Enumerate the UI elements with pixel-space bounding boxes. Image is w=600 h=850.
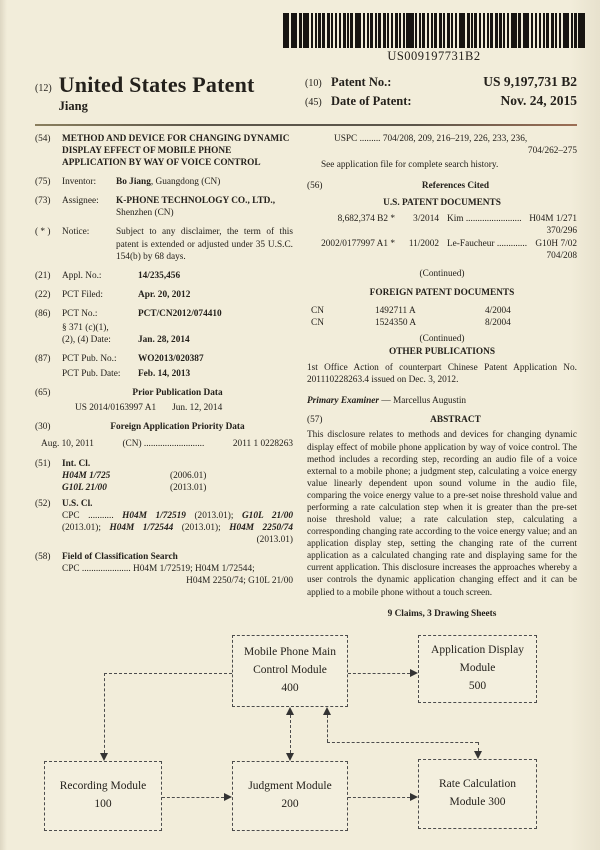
prior-tag: (65) (35, 388, 51, 399)
intcl-heading-row (35, 458, 293, 470)
module-number: 100 (94, 798, 112, 810)
barcode-number: US009197731B2 (387, 49, 481, 63)
other-pubs-text: 1st Office Action of counterpart Chinese Patent Application No. 201110228263.4 issued on Dec. 3, 2012. (307, 363, 577, 386)
notice-section (35, 226, 293, 262)
title-section (35, 133, 293, 169)
pub-date-spacer (35, 368, 62, 380)
pub-no-row (35, 353, 293, 365)
connector-400-300 (327, 742, 478, 743)
inventor-surname: Jiang (58, 99, 88, 113)
page-title: United States Patent (58, 72, 255, 97)
continued-note: (Continued) (419, 268, 465, 279)
intcl-year: (2006.01) (170, 470, 207, 481)
doc-date: 11/2002 (408, 238, 439, 249)
invention-title: METHOD AND DEVICE FOR CHANGING DYNAMIC DISPLAY EFFECT OF MOBILE PHONE APPLICATION BY WAY OF VOICE CONTROL (62, 134, 290, 169)
header-left (35, 74, 255, 114)
foreign-tag: (30) (35, 422, 51, 433)
pct-filed-label: PCT Filed: (62, 289, 103, 300)
figure-block-diagram (0, 633, 600, 850)
assignee-rest: Shenzhen (CN) (116, 208, 174, 219)
arrowhead-down-icon (100, 753, 108, 761)
other-pubs-heading: OTHER PUBLICATIONS (389, 347, 495, 358)
barcode (283, 13, 585, 64)
foreign-heading: Foreign Application Priority Data (110, 422, 245, 433)
appl-label: Appl. No.: (62, 270, 102, 281)
kind-code-tag: (12) (35, 83, 52, 94)
s371-label-line1: § 371 (c)(1), (62, 322, 109, 333)
patent-number-row (305, 74, 577, 90)
module-label: Judgment Module (248, 780, 332, 793)
uspc-line2: 704/262–275 (527, 146, 577, 157)
uspc-line1: USPC ......... 704/208, 209, 216–219, 226, 233, 236, (334, 134, 528, 144)
us-doc-row (307, 213, 577, 225)
arrowhead-right-icon (410, 793, 418, 801)
intcl-code: H04M 1/725 (62, 470, 111, 481)
pub-no-value: WO2013/020387 (138, 354, 204, 365)
connector-400-300 (327, 715, 328, 742)
patent-no-value: US 9,197,731 B2 (483, 74, 577, 89)
cpc-leader: CPC ........... (62, 510, 123, 521)
continued-note: (Continued) (419, 334, 465, 345)
pct-no-tag: (86) (35, 308, 51, 319)
prior-pub-row (35, 402, 293, 414)
abstract-text: This disclosure relates to methods and devices for changing dynamic display effect of mobile phone application by way of voice control. The method includes a recording step, recording an audio file of a voice external to a mobile phone; a judgment step, calculating a voice energy value linearly dependent upon sound volume in the audio file, comparing the voice energy value to a pre-set noise threshold value and performing a rate calculation step when it is greater than the pre-set noise threshold value; a rate calculation step, calculating a corresponding changing rate according to the voice energy value; and an application display step, setting the changing rate of the current application as a calculated changing rate and displaying same for the current application. This disclosure increases the approaches whereby a user controls the dynamic application changing effect and it can be applied to a mobile phone without a touch screen. (307, 430, 577, 598)
doc-country: CN (311, 305, 324, 316)
search-history-note: See application file for complete search history. (321, 160, 499, 171)
doc-class2: 370/296 (546, 226, 577, 237)
prior-number: US 2014/0163997 A1 (75, 403, 157, 414)
connector-400-300 (478, 742, 479, 751)
doc-class: H04M 1/271 (529, 214, 577, 225)
appl-tag: (21) (35, 270, 51, 281)
cpc-year: (2013.01); (185, 510, 242, 521)
doc-name: Le-Faucheur ............. (447, 238, 528, 249)
intcl-label: Int. Cl. (62, 458, 91, 469)
pub-date-row (35, 368, 293, 380)
field-line1: CPC ..................... H04M 1/72519; H04M 1/72544; (62, 564, 255, 575)
arrowhead-right-icon (410, 669, 418, 677)
cpc-year: (2013.01); (173, 522, 230, 533)
module-box-400 (232, 635, 348, 707)
date-label: Date of Patent: (331, 94, 412, 108)
arrowhead-down-icon (286, 753, 294, 761)
pub-date-value: Feb. 14, 2013 (138, 369, 191, 380)
module-number: 200 (281, 798, 299, 810)
module-number: 500 (468, 679, 487, 692)
module-box-500 (418, 635, 537, 703)
s371-spacer (35, 322, 62, 346)
module-label: Recording Module (59, 780, 147, 793)
notice-tag: ( * ) (35, 227, 51, 238)
cpc-statement (35, 510, 293, 546)
intcl-row (35, 470, 293, 482)
doc-number: 2002/0177997 A1 * (321, 238, 395, 249)
doc-number: 8,682,374 B2 * (337, 214, 395, 225)
abstract-tag: (57) (307, 415, 323, 426)
module-box-200 (232, 761, 348, 831)
abstract-heading: ABSTRACT (430, 415, 481, 426)
foreign-doc-row (307, 305, 577, 317)
doc-country: CN (311, 317, 324, 328)
date-tag: (45) (305, 97, 322, 108)
cpc-year: (2013.01) (256, 535, 293, 546)
prior-heading: Prior Publication Data (132, 388, 223, 399)
module-label: Rate Calculation (439, 778, 516, 791)
module-label: Mobile Phone Main (244, 646, 336, 659)
assignee-value (116, 195, 293, 219)
s371-label-line2: (2), (4) Date: (62, 335, 111, 346)
inventor-label: Inventor: (62, 177, 97, 188)
module-label: Module (459, 662, 496, 675)
doc-date: 3/2014 (413, 214, 439, 225)
field-heading-row (35, 551, 293, 563)
connector-100-200 (162, 797, 224, 798)
cpc-code: H04M 1/72519 (122, 510, 186, 521)
appl-value: 14/235,456 (138, 270, 181, 281)
arrowhead-right-icon (224, 793, 232, 801)
title-tag: (54) (35, 134, 51, 144)
examiner-label: Primary Examiner (307, 396, 380, 407)
assignee-tag: (73) (35, 196, 51, 207)
priority-row (35, 438, 293, 450)
header (35, 74, 577, 114)
inventor-section (35, 176, 293, 188)
notice-label: Notice: (62, 227, 90, 238)
doc-number: 1524350 A (375, 317, 417, 328)
connector-400-100 (104, 673, 105, 753)
pub-no-label: PCT Pub. No.: (62, 354, 117, 365)
inventor-value (116, 176, 293, 188)
us-doc-row (307, 238, 577, 250)
priority-country-leader: (CN) .......................... (122, 439, 205, 450)
cpc-year: (2013.01); (62, 522, 110, 533)
header-title-block (59, 74, 255, 114)
pub-no-tag: (87) (35, 354, 51, 365)
intcl-row (35, 482, 293, 494)
arrowhead-up-icon (286, 707, 294, 715)
examiner-name: — Marcellus Augustin (379, 396, 467, 407)
claims-line: 9 Claims, 3 Drawing Sheets (387, 608, 497, 619)
cpc-code: G10L 21/00 (241, 510, 293, 521)
appl-no-row (35, 270, 293, 282)
pub-date-label: PCT Pub. Date: (62, 369, 121, 380)
assignee-label: Assignee: (62, 196, 99, 207)
inventor-name: Bo Jiang (116, 177, 151, 188)
pct-no-value: PCT/CN2012/074410 (138, 308, 222, 319)
foreign-priority-heading-row (35, 421, 293, 433)
notice-text: Subject to any disclaimer, the term of this patent is extended or adjusted under 35 U.S.C. 154(b) by 68 days. (116, 227, 293, 262)
module-label: Control Module (253, 664, 327, 677)
module-box-100 (44, 761, 162, 831)
doc-class: G10H 7/02 (535, 238, 577, 249)
doc-class2: 704/208 (546, 250, 577, 261)
intcl-year: (2013.01) (170, 482, 207, 493)
prior-date: Jun. 12, 2014 (172, 403, 223, 414)
abstract-heading-row (307, 414, 577, 426)
intcl-code: G10L 21/00 (62, 482, 107, 493)
priority-date: Aug. 10, 2011 (41, 439, 94, 450)
doc-name: Kim ........................ (447, 214, 522, 225)
references-heading-row (307, 180, 577, 192)
module-box-300 (418, 759, 537, 829)
doc-date: 8/2004 (485, 317, 511, 328)
patent-no-label: Patent No.: (331, 75, 392, 89)
uscl-tag: (52) (35, 498, 51, 509)
arrowhead-down-icon (474, 751, 482, 759)
cpc-code: H04M 2250/74 (229, 522, 293, 533)
date-value: Nov. 24, 2015 (500, 93, 577, 108)
assignee-section (35, 195, 293, 219)
doc-number: 1492711 A (375, 305, 416, 316)
field-label: Field of Classification Search (62, 552, 178, 563)
right-column (307, 133, 577, 633)
cpc-code: H04M 1/72544 (109, 522, 174, 533)
patent-date-row (305, 93, 577, 109)
pct-filed-row (35, 289, 293, 301)
assignee-name: K-PHONE TECHNOLOGY CO., LTD., (116, 196, 276, 207)
s371-value: Jan. 28, 2014 (138, 335, 190, 346)
header-rule (35, 124, 577, 126)
s371-label (62, 322, 138, 346)
header-right (305, 74, 577, 114)
barcode-image (283, 13, 585, 48)
intcl-tag: (51) (35, 458, 51, 469)
uscl-heading-row (35, 498, 293, 510)
body-columns (35, 133, 577, 633)
pct-no-label: PCT No.: (62, 308, 98, 319)
field-line2: H04M 2250/74; G10L 21/00 (186, 576, 293, 587)
uscl-label: U.S. Cl. (62, 498, 93, 509)
pct-no-row (35, 308, 293, 320)
inventor-tag: (75) (35, 177, 51, 188)
connector-400-100 (104, 673, 232, 674)
connector-400-500 (348, 673, 410, 674)
pct-filed-value: Apr. 20, 2012 (138, 289, 191, 300)
pct-filed-tag: (22) (35, 289, 51, 300)
patent-no-tag: (10) (305, 78, 322, 89)
connector-400-200 (290, 715, 291, 753)
left-column (35, 133, 293, 633)
references-heading: References Cited (421, 181, 490, 192)
field-tag: (58) (35, 552, 51, 563)
s371-row (35, 322, 293, 346)
module-label: Application Display (431, 644, 524, 657)
arrowhead-up-icon (323, 707, 331, 715)
prior-pub-heading-row (35, 387, 293, 399)
references-tag: (56) (307, 181, 323, 192)
inventor-rest: , Guangdong (CN) (150, 177, 221, 188)
foreign-doc-row (307, 317, 577, 329)
primary-examiner-line (307, 395, 577, 407)
foreign-docs-heading: FOREIGN PATENT DOCUMENTS (369, 287, 515, 298)
module-number: 400 (281, 681, 299, 694)
doc-date: 4/2004 (485, 305, 511, 316)
connector-200-300 (348, 797, 410, 798)
us-docs-heading: U.S. PATENT DOCUMENTS (383, 198, 501, 209)
module-number: Module 300 (449, 796, 506, 808)
priority-number: 2011 1 0228263 (232, 439, 293, 450)
